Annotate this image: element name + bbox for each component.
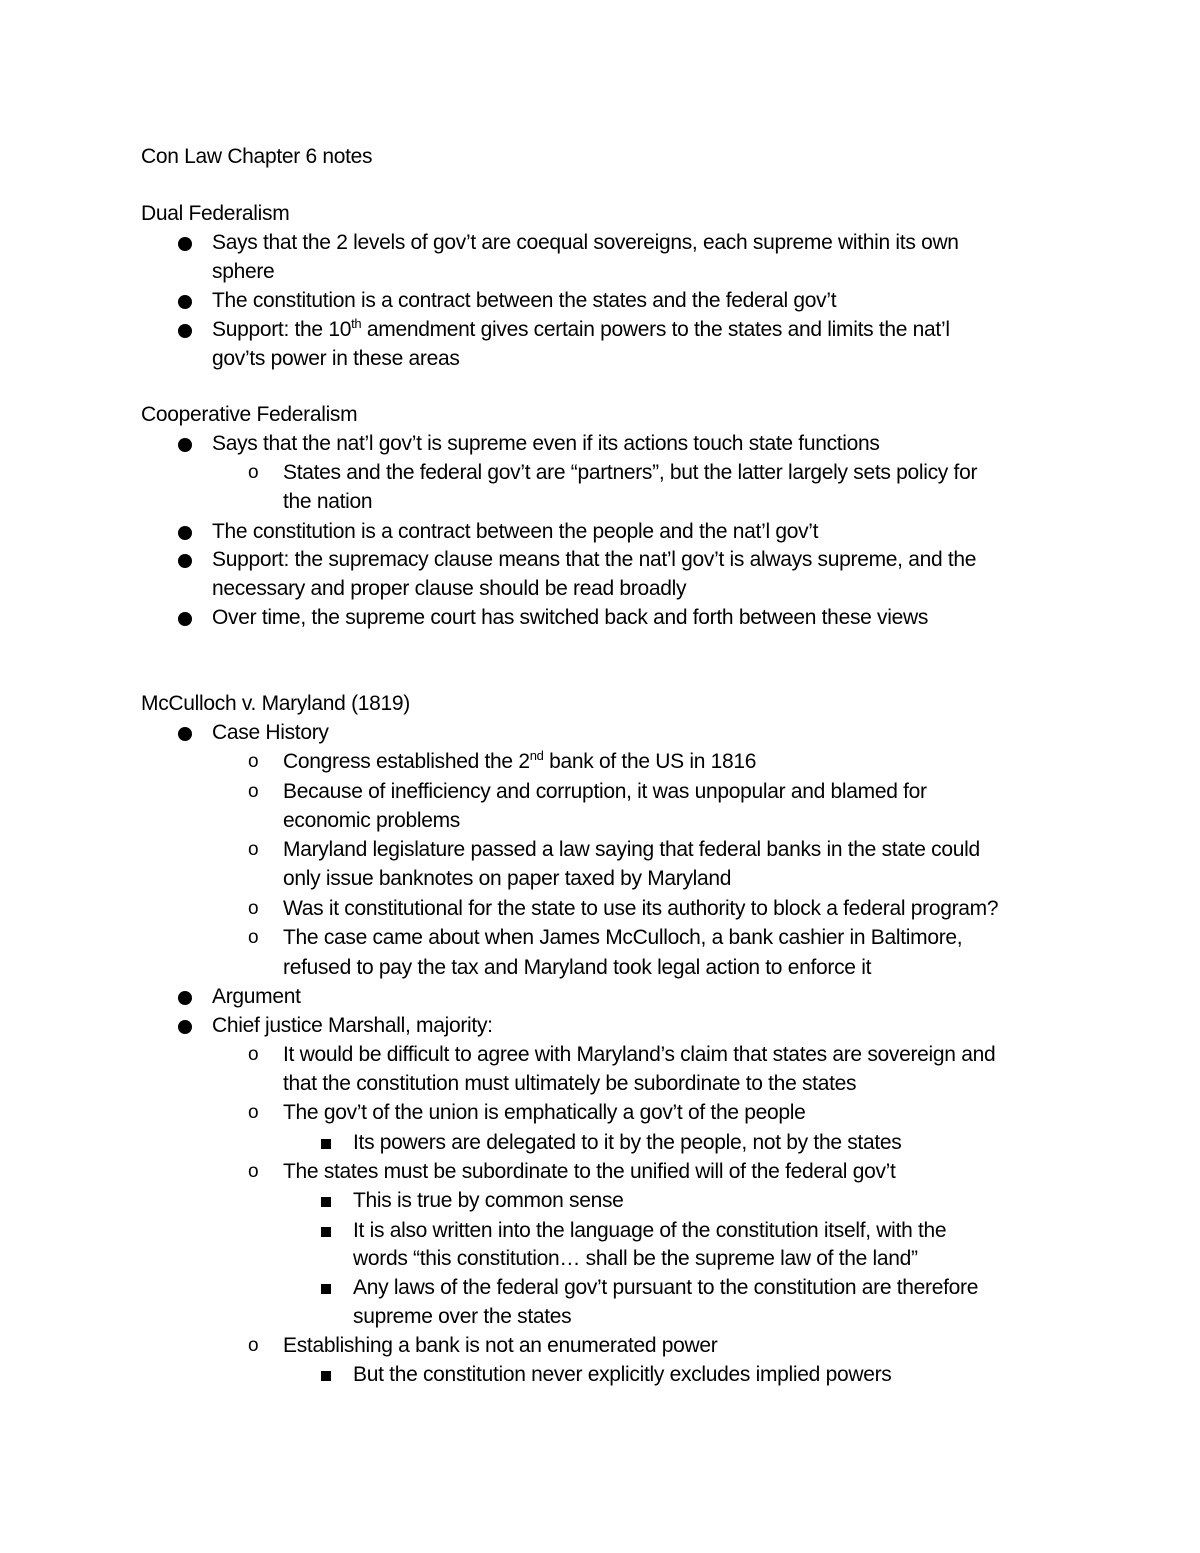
title-text: Con Law Chapter 6 notes	[141, 145, 373, 168]
bullet-dot	[178, 554, 192, 568]
bullet-circle: o	[248, 927, 259, 948]
bullet-dot	[178, 991, 192, 1005]
bullet-circle: o	[248, 898, 259, 919]
document-page: Con Law Chapter 6 notes Dual Federalism Says that the 2 levels of gov’t are coequal sovereigns, each supreme within its own sphere The constitution is a contract between the states and the federal gov’t Support: the 10th amendment gives certain powers to the states and limits the nat’l gov’ts power in these areas Cooperative Federalism Says that the nat’l gov’t is supreme even if its actions touch state functions o States and the federal gov’t are “partners”, but the latter largely sets policy for the nation The constitution is a contract between the people and the nat’l gov’t Support: the supremacy clause means that the nat’l gov’t is always supreme, and the necessary and proper clause should be read broadly Over time, the supreme court has switched back and forth between these views McCulloch v. Maryland (1819) Case History o Congress established the 2nd bank of the US in 1816 o Because of inefficiency and corruption, it was unpopular and blamed for economic problems o Maryland legislature passed a law saying that federal banks in the state could only issue banknotes on paper taxed by Maryland o Was it constitutional for the state to use its authority to block a federal program? o The case came about when James McCulloch, a bank cashier in Baltimore, refused to pay the tax and Maryland took legal action to enforce it Argument Chief justice Marshall, majority: o It would be difficult to agree with Maryland’s claim that states are sovereign and that the constitution must ultimately be subordinate to the states o The gov’t of the union is emphatically a gov’t of the people Its powers are delegated to it by the people, not by the states o The states must be subordinate to the unified will of the federal gov’t This is true by common sense It is also written into the language of the constitution itself, with the words “this constitution… shall be the supreme law of the land” Any laws of the federal gov’t pursuant to the constitution are therefore supreme over the states o Establishing a bank is not an enumerated power But the constitution never explicitly excludes implied powers	[0, 0, 1200, 1553]
bullet-square	[321, 1284, 331, 1294]
bullet-dot	[178, 1020, 192, 1034]
bullet-square	[321, 1139, 331, 1149]
bullet-circle: o	[248, 1044, 259, 1065]
bullet-dot	[178, 612, 192, 626]
bullet-square	[321, 1197, 331, 1207]
bullet-circle: o	[248, 839, 259, 860]
bullet-dot	[178, 727, 192, 741]
bullet-dot	[178, 526, 192, 540]
bullet-dot	[178, 237, 192, 251]
bullet-dot	[178, 438, 192, 452]
bullet-circle: o	[248, 462, 259, 483]
bullet-dot	[178, 324, 192, 338]
bullet-square	[321, 1227, 331, 1237]
bullet-square	[321, 1371, 331, 1381]
bullet-circle: o	[248, 751, 259, 772]
bullet-circle: o	[248, 1102, 259, 1123]
bullet-circle: o	[248, 781, 259, 802]
bullet-circle: o	[248, 1161, 259, 1182]
bullet-circle: o	[248, 1335, 259, 1356]
bullet-dot	[178, 295, 192, 309]
